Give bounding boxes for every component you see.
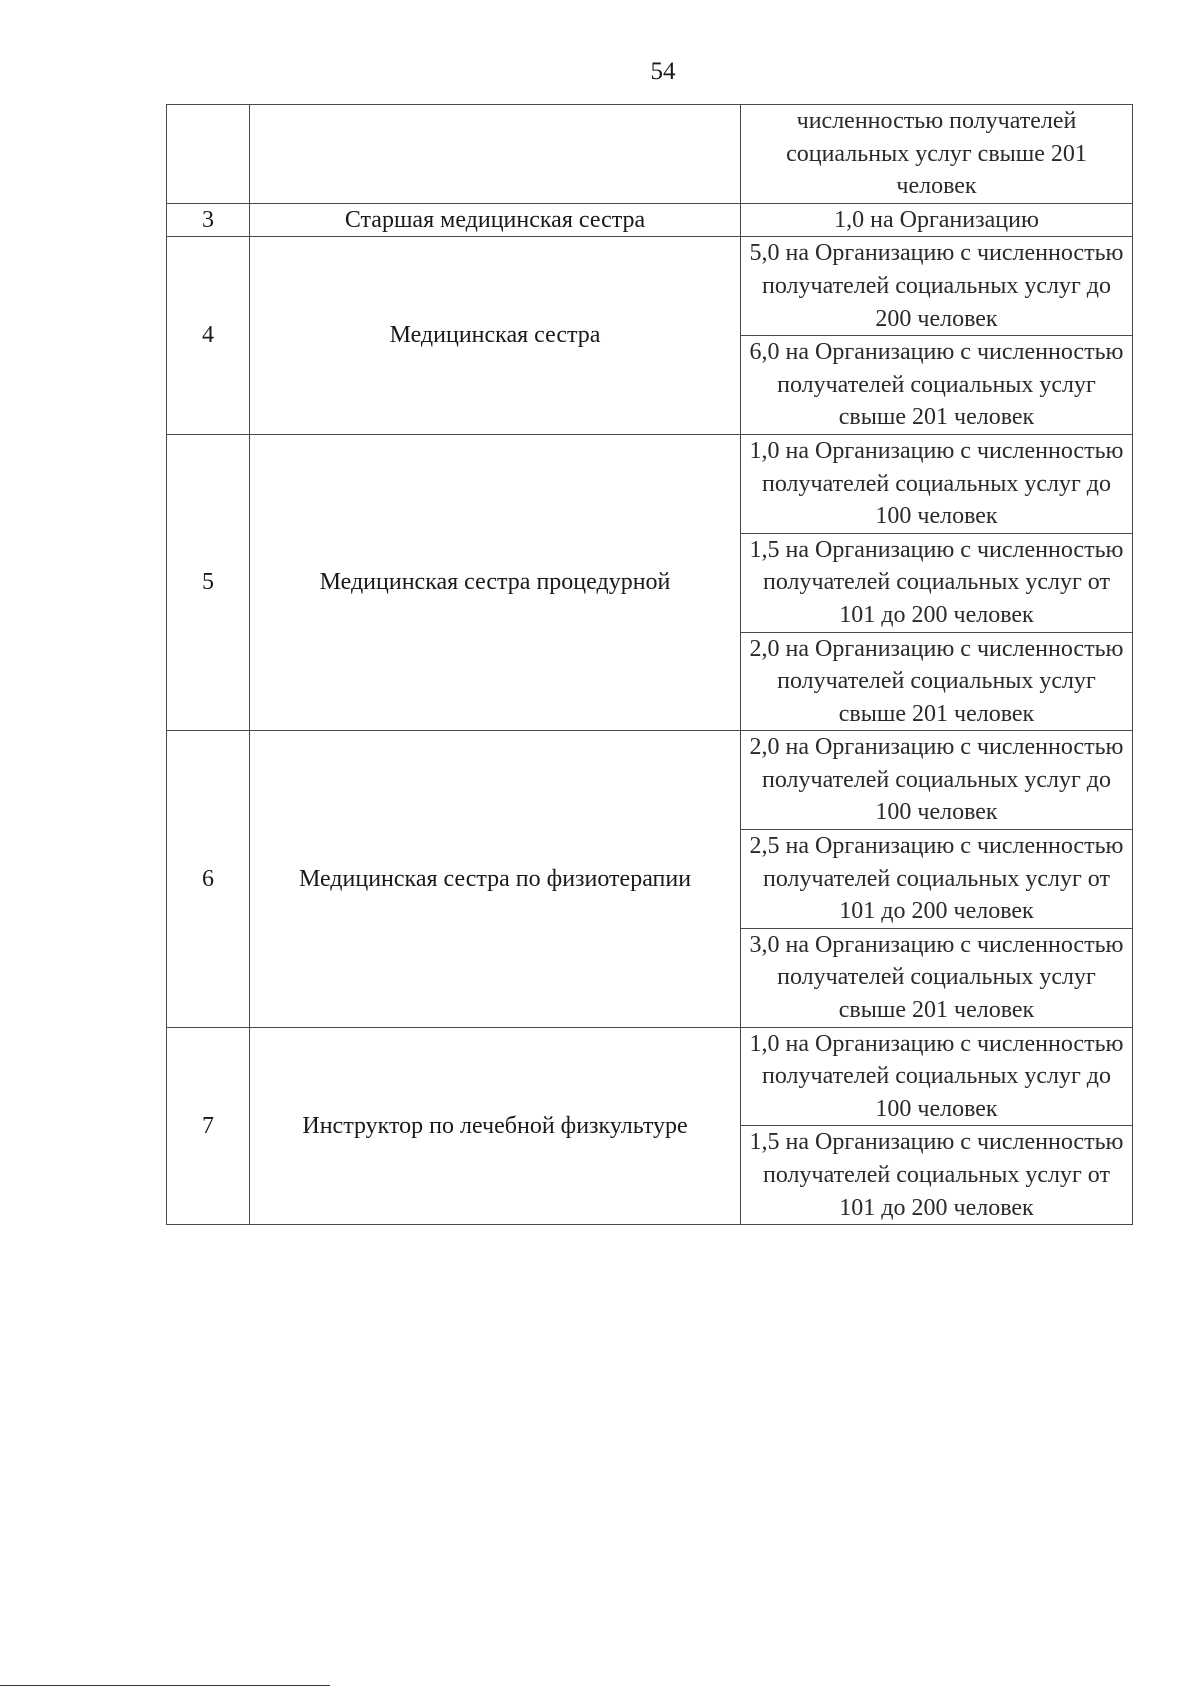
table-row <box>167 203 1133 237</box>
position-cell: Медицинская сестра по физиотерапии <box>250 731 741 1027</box>
position-cell: Инструктор по лечебной физкультуре <box>250 1027 741 1225</box>
row-number-cell: 4 <box>167 237 250 435</box>
position-cell: Медицинская сестра процедурной <box>250 434 741 730</box>
staffing-norm-cell: 1,0 на Организацию с численностью получателей социальных услуг до 100 человек <box>741 1027 1133 1126</box>
row-number-cell: 6 <box>167 731 250 1027</box>
position-cell: Старшая медицинская сестра <box>250 203 741 237</box>
staffing-norm-cell: 5,0 на Организацию с численностью получателей социальных услуг до 200 человек <box>741 237 1133 336</box>
footnote-rule <box>0 1685 330 1686</box>
row-number-cell <box>167 105 250 204</box>
staffing-norm-cell: 1,5 на Организацию с численностью получателей социальных услуг от 101 до 200 человек <box>741 533 1133 632</box>
position-cell: Медицинская сестра <box>250 237 741 435</box>
staffing-norm-cell: 2,0 на Организацию с численностью получателей социальных услуг свыше 201 человек <box>741 632 1133 731</box>
table-row <box>167 237 1133 336</box>
page-number: 54 <box>650 58 676 85</box>
position-cell <box>250 105 741 204</box>
staffing-norm-cell: 3,0 на Организацию с численностью получателей социальных услуг свыше 201 человек <box>741 928 1133 1027</box>
staffing-norm-cell: 2,5 на Организацию с численностью получателей социальных услуг от 101 до 200 человек <box>741 830 1133 929</box>
staffing-norm-cell: 2,0 на Организацию с численностью получателей социальных услуг до 100 человек <box>741 731 1133 830</box>
staffing-norm-cell: численностью получателей социальных услуг свыше 201 человек <box>741 105 1133 204</box>
row-number-cell: 7 <box>167 1027 250 1225</box>
table-row <box>167 105 1133 204</box>
table-row <box>167 1027 1133 1126</box>
table-body <box>167 105 1133 1225</box>
staffing-norm-cell: 1,0 на Организацию <box>741 203 1133 237</box>
row-number-cell: 5 <box>167 434 250 730</box>
staffing-norm-cell: 1,5 на Организацию с численностью получателей социальных услуг от 101 до 200 человек <box>741 1126 1133 1225</box>
table-row <box>167 731 1133 830</box>
staffing-norms-table <box>166 104 1133 1225</box>
staffing-norm-cell: 6,0 на Организацию с численностью получателей социальных услуг свыше 201 человек <box>741 336 1133 435</box>
staffing-norm-cell: 1,0 на Организацию с численностью получателей социальных услуг до 100 человек <box>741 434 1133 533</box>
row-number-cell: 3 <box>167 203 250 237</box>
table-row <box>167 434 1133 533</box>
